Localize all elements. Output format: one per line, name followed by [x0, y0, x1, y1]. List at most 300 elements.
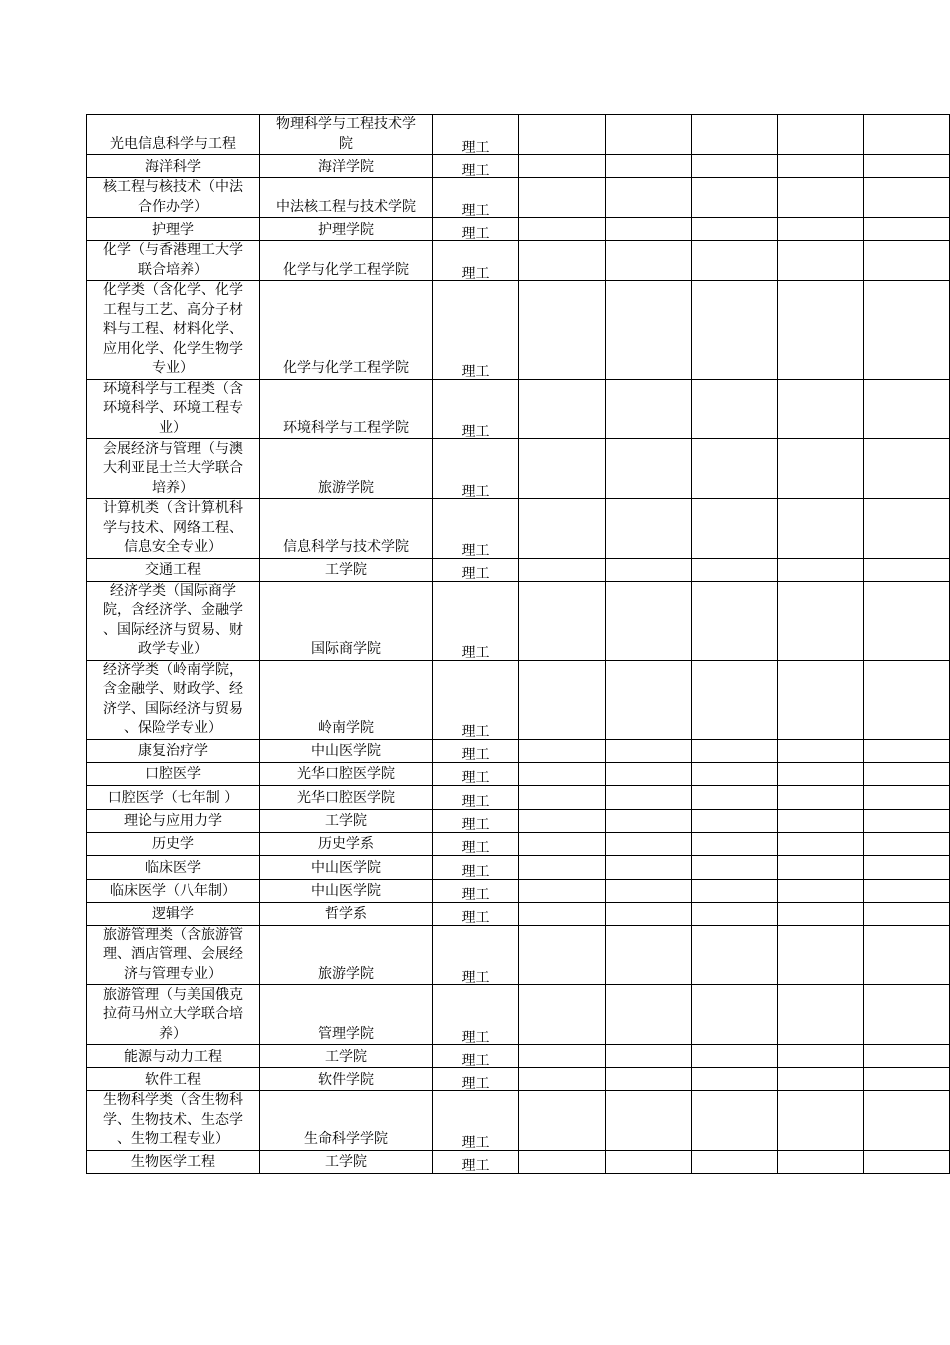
empty-cell[interactable]: [606, 902, 692, 925]
empty-cell[interactable]: [864, 581, 950, 660]
college-cell[interactable]: [260, 439, 433, 499]
college-name: 工学院: [325, 813, 367, 829]
major-cell[interactable]: [87, 439, 260, 499]
table-row: [87, 1091, 950, 1151]
category-cell[interactable]: [433, 581, 519, 660]
college-name: 工学院: [325, 1048, 367, 1065]
category-cell[interactable]: [433, 1150, 519, 1173]
empty-cell[interactable]: [692, 925, 778, 985]
empty-cell[interactable]: [692, 1091, 778, 1151]
college-cell[interactable]: [260, 1091, 433, 1151]
category-cell[interactable]: [433, 739, 519, 762]
empty-cell[interactable]: [864, 1150, 950, 1173]
empty-cell[interactable]: [519, 1091, 606, 1151]
major-name: 能源与动力工程: [124, 1048, 222, 1065]
college-cell[interactable]: [260, 832, 433, 855]
table-row: [87, 985, 950, 1045]
major-cell[interactable]: [87, 832, 260, 855]
category-cell[interactable]: [433, 1068, 519, 1091]
category-cell[interactable]: [433, 855, 519, 879]
major-name: 口腔医学（七年制 ）: [107, 790, 239, 806]
empty-cell[interactable]: [692, 499, 778, 559]
college-name: 生命科学学院: [304, 1131, 388, 1147]
college-cell[interactable]: [260, 155, 433, 178]
empty-cell[interactable]: [864, 809, 950, 832]
category-cell[interactable]: [433, 785, 519, 809]
empty-cell[interactable]: [606, 660, 692, 739]
empty-cell[interactable]: [864, 855, 950, 879]
table-row: [87, 218, 950, 241]
college-name: 信息科学与技术学院: [283, 539, 409, 555]
major-name: 理论与应用力学: [124, 813, 222, 829]
empty-cell[interactable]: [692, 178, 778, 218]
empty-cell[interactable]: [519, 155, 606, 178]
category-cell[interactable]: [433, 925, 519, 985]
empty-cell[interactable]: [864, 739, 950, 762]
table-row: [87, 379, 950, 439]
college-cell[interactable]: [260, 379, 433, 439]
category-cell[interactable]: [433, 499, 519, 559]
category-label: 理工: [461, 887, 490, 902]
empty-cell[interactable]: [519, 581, 606, 660]
empty-cell[interactable]: [519, 115, 606, 155]
empty-cell[interactable]: [519, 832, 606, 855]
empty-cell[interactable]: [606, 785, 692, 809]
category-label: 理工: [461, 1158, 490, 1173]
empty-cell[interactable]: [692, 1150, 778, 1173]
major-name: 化学类（含化学、化学 工程与工艺、高分子材 料与工程、材料化学、 应用化学、化学生物学 专业）: [103, 282, 243, 376]
college-name: 中山医学院: [311, 883, 381, 899]
table-row: [87, 178, 950, 218]
empty-cell[interactable]: [864, 499, 950, 559]
empty-cell[interactable]: [692, 155, 778, 178]
category-cell[interactable]: [433, 218, 519, 241]
major-name: 交通工程: [145, 562, 201, 578]
empty-cell[interactable]: [606, 581, 692, 660]
empty-cell[interactable]: [778, 218, 864, 241]
major-cell[interactable]: [87, 281, 260, 380]
table-row: [87, 439, 950, 499]
major-cell[interactable]: [87, 879, 260, 902]
empty-cell[interactable]: [519, 379, 606, 439]
table-row: [87, 785, 950, 809]
category-label: 理工: [461, 423, 490, 439]
major-name: 经济学类（国际商学 院，含经济学、金融学 、国际经济与贸易、财 政学专业）: [103, 582, 243, 657]
empty-cell[interactable]: [606, 115, 692, 155]
empty-cell[interactable]: [692, 218, 778, 241]
college-name: 软件学院: [318, 1071, 374, 1088]
empty-cell[interactable]: [692, 1045, 778, 1068]
category-label: 理工: [461, 139, 490, 155]
empty-cell[interactable]: [692, 660, 778, 739]
empty-cell[interactable]: [692, 902, 778, 925]
table-row: [87, 832, 950, 855]
table-row: [87, 155, 950, 178]
table-row: [87, 879, 950, 902]
empty-cell[interactable]: [778, 115, 864, 155]
category-label: 理工: [461, 265, 490, 281]
empty-cell[interactable]: [519, 925, 606, 985]
college-cell[interactable]: [260, 178, 433, 218]
category-cell[interactable]: [433, 439, 519, 499]
college-name: 岭南学院: [318, 720, 374, 736]
empty-cell[interactable]: [606, 855, 692, 879]
empty-cell[interactable]: [778, 925, 864, 985]
major-name: 护理学: [152, 221, 194, 238]
college-cell[interactable]: [260, 902, 433, 925]
category-label: 理工: [461, 840, 490, 855]
empty-cell[interactable]: [778, 155, 864, 178]
table-row: [87, 739, 950, 762]
empty-cell[interactable]: [692, 558, 778, 581]
empty-cell[interactable]: [519, 558, 606, 581]
empty-cell[interactable]: [606, 558, 692, 581]
category-cell[interactable]: [433, 241, 519, 281]
empty-cell[interactable]: [606, 1150, 692, 1173]
college-name: 光华口腔医学院: [297, 766, 395, 782]
empty-cell[interactable]: [692, 439, 778, 499]
college-cell[interactable]: [260, 809, 433, 832]
college-cell[interactable]: [260, 218, 433, 241]
empty-cell[interactable]: [606, 499, 692, 559]
empty-cell[interactable]: [864, 832, 950, 855]
college-cell[interactable]: [260, 785, 433, 809]
table-row: [87, 660, 950, 739]
category-cell[interactable]: [433, 832, 519, 855]
college-cell[interactable]: [260, 855, 433, 879]
category-cell[interactable]: [433, 879, 519, 902]
category-label: 理工: [461, 1052, 490, 1068]
table-row: [87, 902, 950, 925]
major-name: 旅游管理（与美国俄克 拉荷马州立大学联合培 养）: [103, 986, 243, 1042]
major-name: 海洋科学: [145, 158, 201, 175]
empty-cell[interactable]: [864, 1068, 950, 1091]
major-cell[interactable]: [87, 985, 260, 1045]
college-cell[interactable]: [260, 241, 433, 281]
empty-cell[interactable]: [864, 660, 950, 739]
empty-cell[interactable]: [778, 439, 864, 499]
college-name: 环境科学与工程学院: [283, 419, 409, 436]
college-cell[interactable]: [260, 762, 433, 785]
empty-cell[interactable]: [519, 1045, 606, 1068]
empty-cell[interactable]: [864, 785, 950, 809]
major-name: 会展经济与管理（与澳 大利亚昆士兰大学联合 培养）: [103, 440, 243, 496]
category-cell[interactable]: [433, 1045, 519, 1068]
major-name: 临床医学: [145, 860, 201, 876]
empty-cell[interactable]: [778, 241, 864, 281]
empty-cell[interactable]: [692, 855, 778, 879]
empty-cell[interactable]: [778, 832, 864, 855]
empty-cell[interactable]: [692, 879, 778, 902]
empty-cell[interactable]: [519, 218, 606, 241]
table-row: [87, 581, 950, 660]
empty-cell[interactable]: [606, 218, 692, 241]
empty-cell[interactable]: [778, 379, 864, 439]
empty-cell[interactable]: [864, 1091, 950, 1151]
empty-cell[interactable]: [864, 241, 950, 281]
empty-cell[interactable]: [519, 178, 606, 218]
major-cell[interactable]: [87, 581, 260, 660]
empty-cell[interactable]: [778, 879, 864, 902]
empty-cell[interactable]: [864, 379, 950, 439]
major-cell[interactable]: [87, 1045, 260, 1068]
category-label: 理工: [461, 1029, 490, 1045]
category-cell[interactable]: [433, 379, 519, 439]
college-cell[interactable]: [260, 739, 433, 762]
category-label: 理工: [461, 910, 490, 925]
college-cell[interactable]: [260, 281, 433, 380]
category-label: 理工: [461, 645, 490, 660]
category-cell[interactable]: [433, 762, 519, 785]
empty-cell[interactable]: [606, 155, 692, 178]
empty-cell[interactable]: [692, 281, 778, 380]
category-cell[interactable]: [433, 115, 519, 155]
empty-cell[interactable]: [864, 1045, 950, 1068]
college-name: 中山医学院: [311, 743, 381, 759]
empty-cell[interactable]: [519, 1068, 606, 1091]
empty-cell[interactable]: [864, 558, 950, 581]
major-cell[interactable]: [87, 855, 260, 879]
category-cell[interactable]: [433, 558, 519, 581]
category-label: 理工: [461, 1135, 490, 1150]
college-cell[interactable]: [260, 1150, 433, 1173]
category-label: 理工: [461, 566, 490, 581]
empty-cell[interactable]: [778, 855, 864, 879]
empty-cell[interactable]: [692, 809, 778, 832]
empty-cell[interactable]: [778, 178, 864, 218]
empty-cell[interactable]: [692, 762, 778, 785]
empty-cell[interactable]: [864, 115, 950, 155]
college-name: 历史学系: [318, 836, 374, 852]
empty-cell[interactable]: [778, 281, 864, 380]
major-cell[interactable]: [87, 1068, 260, 1091]
empty-cell[interactable]: [778, 785, 864, 809]
college-name: 物理科学与工程技术学 院: [276, 116, 416, 152]
college-name: 旅游学院: [318, 479, 374, 496]
category-cell[interactable]: [433, 281, 519, 380]
empty-cell[interactable]: [606, 1068, 692, 1091]
empty-cell[interactable]: [778, 902, 864, 925]
college-name: 工学院: [325, 1154, 367, 1170]
empty-cell[interactable]: [606, 739, 692, 762]
empty-cell[interactable]: [519, 902, 606, 925]
major-name: 核工程与核技术（中法 合作办学）: [103, 179, 243, 215]
empty-cell[interactable]: [864, 218, 950, 241]
major-cell[interactable]: [87, 1150, 260, 1173]
empty-cell[interactable]: [606, 1045, 692, 1068]
major-cell[interactable]: [87, 809, 260, 832]
major-cell[interactable]: [87, 785, 260, 809]
category-cell[interactable]: [433, 660, 519, 739]
category-cell[interactable]: [433, 155, 519, 178]
college-cell[interactable]: [260, 925, 433, 985]
empty-cell[interactable]: [692, 985, 778, 1045]
major-cell[interactable]: [87, 925, 260, 985]
empty-cell[interactable]: [519, 855, 606, 879]
empty-cell[interactable]: [519, 241, 606, 281]
category-label: 理工: [461, 794, 490, 809]
empty-cell[interactable]: [778, 660, 864, 739]
college-name: 旅游学院: [318, 965, 374, 982]
category-label: 理工: [461, 202, 490, 218]
college-cell[interactable]: [260, 879, 433, 902]
major-cell[interactable]: [87, 762, 260, 785]
major-cell[interactable]: [87, 1091, 260, 1151]
empty-cell[interactable]: [778, 1068, 864, 1091]
empty-cell[interactable]: [864, 902, 950, 925]
category-label: 理工: [461, 162, 490, 178]
category-cell[interactable]: [433, 985, 519, 1045]
college-cell[interactable]: [260, 1068, 433, 1091]
table-row: [87, 809, 950, 832]
table-row: [87, 499, 950, 559]
major-cell[interactable]: [87, 115, 260, 155]
college-name: 化学与化学工程学院: [283, 360, 409, 376]
empty-cell[interactable]: [692, 1068, 778, 1091]
empty-cell[interactable]: [778, 985, 864, 1045]
empty-cell[interactable]: [606, 762, 692, 785]
empty-cell[interactable]: [606, 1091, 692, 1151]
empty-cell[interactable]: [778, 739, 864, 762]
empty-cell[interactable]: [778, 581, 864, 660]
empty-cell[interactable]: [519, 809, 606, 832]
college-name: 工学院: [325, 562, 367, 578]
table-row: [87, 1045, 950, 1068]
major-name: 光电信息科学与工程: [110, 135, 236, 152]
empty-cell[interactable]: [519, 281, 606, 380]
college-name: 中法核工程与技术学院: [276, 198, 416, 215]
category-label: 理工: [461, 724, 490, 739]
major-name: 经济学类（岭南学院， 含金融学、财政学、经 济学、国际经济与贸易 、保险学专业）: [103, 661, 243, 736]
major-cell[interactable]: [87, 499, 260, 559]
empty-cell[interactable]: [864, 879, 950, 902]
empty-cell[interactable]: [519, 985, 606, 1045]
empty-cell[interactable]: [606, 832, 692, 855]
category-cell[interactable]: [433, 1091, 519, 1151]
major-cell[interactable]: [87, 155, 260, 178]
major-cell[interactable]: [87, 379, 260, 439]
empty-cell[interactable]: [519, 439, 606, 499]
empty-cell[interactable]: [606, 439, 692, 499]
empty-cell[interactable]: [864, 439, 950, 499]
empty-cell[interactable]: [606, 241, 692, 281]
empty-cell[interactable]: [692, 581, 778, 660]
major-name: 化学（与香港理工大学 联合培养）: [103, 242, 243, 278]
major-name: 口腔医学: [145, 766, 201, 782]
empty-cell[interactable]: [692, 379, 778, 439]
empty-cell[interactable]: [519, 499, 606, 559]
major-name: 逻辑学: [152, 906, 194, 922]
empty-cell[interactable]: [778, 1091, 864, 1151]
empty-cell[interactable]: [606, 985, 692, 1045]
empty-cell[interactable]: [692, 785, 778, 809]
college-name: 中山医学院: [311, 860, 381, 876]
category-label: 理工: [461, 770, 490, 785]
college-name: 化学与化学工程学院: [283, 261, 409, 278]
table-body: [87, 115, 950, 1174]
empty-cell[interactable]: [606, 809, 692, 832]
empty-cell[interactable]: [692, 241, 778, 281]
empty-cell[interactable]: [778, 558, 864, 581]
category-cell[interactable]: [433, 902, 519, 925]
major-cell[interactable]: [87, 902, 260, 925]
empty-cell[interactable]: [606, 281, 692, 380]
empty-cell[interactable]: [778, 1045, 864, 1068]
table-row: [87, 281, 950, 380]
college-name: 海洋学院: [318, 158, 374, 175]
college-cell[interactable]: [260, 558, 433, 581]
college-cell[interactable]: [260, 581, 433, 660]
empty-cell[interactable]: [519, 762, 606, 785]
major-name: 生物科学类（含生物科 学、生物技术、生态学 、生物工程专业）: [103, 1092, 243, 1147]
college-cell[interactable]: [260, 985, 433, 1045]
empty-cell[interactable]: [778, 809, 864, 832]
category-label: 理工: [461, 969, 490, 985]
empty-cell[interactable]: [519, 739, 606, 762]
category-cell[interactable]: [433, 809, 519, 832]
category-label: 理工: [461, 864, 490, 879]
empty-cell[interactable]: [519, 785, 606, 809]
empty-cell[interactable]: [864, 985, 950, 1045]
empty-cell[interactable]: [778, 1150, 864, 1173]
empty-cell[interactable]: [864, 155, 950, 178]
major-name: 旅游管理类（含旅游管 理、酒店管理、会展经 济与管理专业）: [103, 926, 243, 982]
college-cell[interactable]: [260, 499, 433, 559]
empty-cell[interactable]: [864, 178, 950, 218]
empty-cell[interactable]: [519, 879, 606, 902]
empty-cell[interactable]: [692, 115, 778, 155]
empty-cell[interactable]: [519, 660, 606, 739]
table-row: [87, 558, 950, 581]
empty-cell[interactable]: [606, 379, 692, 439]
major-cell[interactable]: [87, 178, 260, 218]
major-name: 临床医学（八年制）: [110, 883, 236, 899]
empty-cell[interactable]: [864, 762, 950, 785]
college-cell[interactable]: [260, 115, 433, 155]
empty-cell[interactable]: [864, 281, 950, 380]
college-name: 哲学系: [325, 906, 367, 922]
major-cell[interactable]: [87, 660, 260, 739]
major-name: 软件工程: [145, 1071, 201, 1088]
table-row: [87, 762, 950, 785]
empty-cell[interactable]: [606, 879, 692, 902]
empty-cell[interactable]: [864, 925, 950, 985]
college-cell[interactable]: [260, 1045, 433, 1068]
empty-cell[interactable]: [692, 832, 778, 855]
category-label: 理工: [461, 747, 490, 762]
major-cell[interactable]: [87, 241, 260, 281]
major-cell[interactable]: [87, 558, 260, 581]
major-cell[interactable]: [87, 218, 260, 241]
category-label: 理工: [461, 225, 490, 241]
college-cell[interactable]: [260, 660, 433, 739]
empty-cell[interactable]: [692, 739, 778, 762]
major-cell[interactable]: [87, 739, 260, 762]
category-label: 理工: [461, 1075, 490, 1091]
empty-cell[interactable]: [778, 762, 864, 785]
major-name: 计算机类（含计算机科 学与技术、网络工程、 信息安全专业）: [103, 500, 243, 555]
empty-cell[interactable]: [606, 925, 692, 985]
table-row: [87, 1150, 950, 1173]
college-name: 护理学院: [318, 221, 374, 238]
empty-cell[interactable]: [519, 1150, 606, 1173]
table-row: [87, 115, 950, 155]
category-cell[interactable]: [433, 178, 519, 218]
category-label: 理工: [461, 364, 490, 379]
empty-cell[interactable]: [778, 499, 864, 559]
empty-cell[interactable]: [606, 178, 692, 218]
major-name: 历史学: [152, 836, 194, 852]
